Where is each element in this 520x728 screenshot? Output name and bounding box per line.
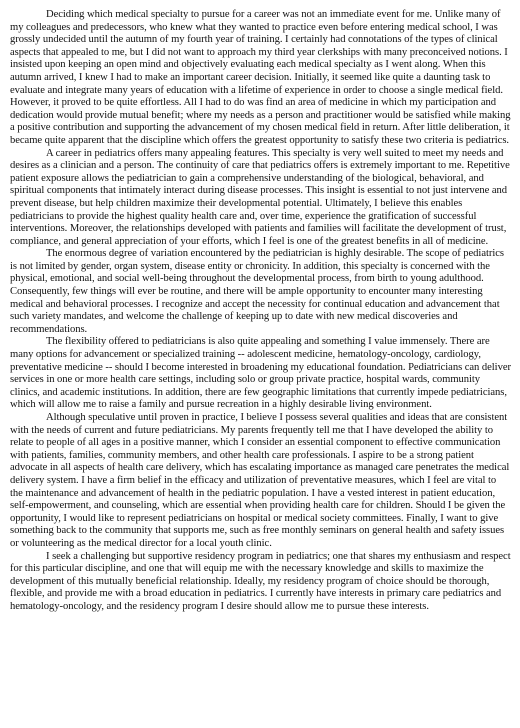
paragraph-variation: The enormous degree of variation encountered by the pediatrician is highly desirable. The scope of pediatrics is not limited by gender, organ system, disease entity or chronicity. In addition, this specialty is concerned with the physical, emotional, and social well-being throughout the developmental process, from birth to young adulthood. Consequently, few things will ever be routine, and there will be ample opportunity to encounter many interesting medical and behavioral processes. I recognize and accept the necessity for continual education and advancement that such variety mandates, and welcome the challenge of keeping up to date with new medical discoveries and recommendations. (10, 248, 504, 335)
paragraph-pediatrics-features: A career in pediatrics offers many appealing features. This specialty is very well suited to meet my needs and desires as a clinician and a person. The continuity of care that pediatrics offers is extremely important to me. Repetitive patient exposure allows the pediatrician to gain a comprehensive understanding of the biological, behavioral, and spiritual components that intimately interact during disease processes. This insight is essential to not just intervene and prevent disease, but help children maximize their developmental potential. Ultimately, I believe this enables pediatricians to provide the highest quality health care and, over time, experience the gratification of successful interventions. Moreover, the relationships developed with patients and families will facilitate the development of trust, compliance, and general appreciation of your efforts, which I feel is one of the greatest benefits in all of medicine. (10, 147, 510, 247)
paragraph-personal-qualities: Although speculative until proven in practice, I believe I possess several qualities and ideas that are consistent with the needs of current and future pediatricians. My parents frequently tell me that I have developed the ability to relate to people of all ages in a positive manner, which I consider an essential component to effective communication with patients, families, community members, and other health care professionals. I aspire to be a strong patient advocate in all aspects of health care delivery, which has escalating importance as managed care penetrates the medical delivery system. I have a firm belief in the efficacy and utilization of preventative measures, which I feel are vital to the maintenance and advancement of health in the pediatric population. I have a vested interest in patient education, self-empowerment, and counseling, which are essential when providing health care for children. Should I be given the opportunity, I would like to represent pediatricians on hospital or medical society committees. Finally, I want to give something back to the community that supports me, such as free monthly seminars on general health and safety issues or volunteering as the medical director for a local youth clinic. (10, 412, 510, 549)
paragraph-flexibility: The flexibility offered to pediatricians is also quite appealing and something I value immensely. There are many options for advancement or specialized training -- adolescent medicine, hematology-oncology, cardiology, preventative medicine -- should I become interested in broadening my educational foundation. Pediatricians can deliver services in one or more health care settings, including solo or group private practice, hospital wards, community clinics, and academic institutions. In addition, there are few geographic limitations that currently impede pediatricians, which will allow me to raise a family and pursue recreation in a highly desirable living environment. (10, 336, 511, 411)
paragraph-career-decision: Deciding which medical specialty to pursue for a career was not an immediate event for me. Unlike many of my colleagues and predecessors, who knew what they wanted to practice even before entering medical school, I was grossly undecided until the autumn of my fourth year of training. I certainly had connotations of the types of clinical aspects that appealed to me, but I did not want to approach my third year clerkships with many preconceived notions. I insisted upon keeping an open mind and objectively evaluating each medical specialty as I went along. When this autumn arrived, I knew I had to make an important career decision. Initially, it seemed like quite a daunting task to evaluate and integrate many years of education with a lifetime of experience in order to choose a single medical field. However, it proved to be quite effortless. All I had to do was find an area of medicine in which my participation and dedication would provide mutual benefit; where my needs as a person and practitioner would be satisfied while making a positive contribution and supporting the advancement of my chosen medical field in return. After little deliberation, it became quite apparent that the discipline which offers the greatest opportunity to satisfy these two criteria is pediatrics. (10, 9, 511, 146)
paragraph-residency-goals: I seek a challenging but supportive residency program in pediatrics; one that shares my enthusiasm and respect for this particular discipline, and one that will equip me with the necessary knowledge and skills to maximize the development of this mutually beneficial relationship. Ideally, my residency program of choice should be thorough, flexible, and provide me with a broad education in pediatrics. I currently have interests in primary care pediatrics and hematology-oncology, and the residency program I desire should allow me to pursue these interests. (10, 550, 511, 612)
